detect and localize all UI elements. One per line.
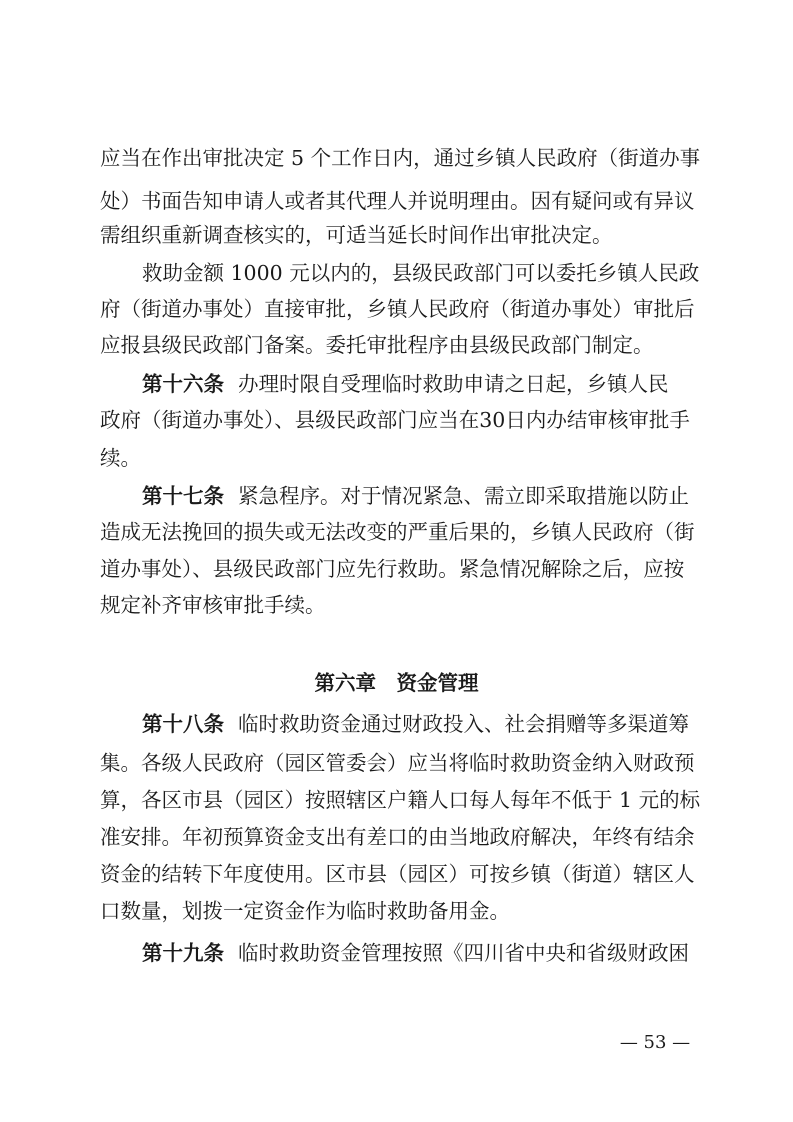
article-19-label: 第十九条 [142, 941, 224, 965]
page-number: — 53 — [619, 1032, 691, 1053]
text-line: 集。各级人民政府（园区管委会）应当将临时救助资金纳入财政预 [100, 751, 695, 775]
text-line: 处）书面告知申请人或者其代理人并说明理由。因有疑问或有异议 [100, 189, 695, 213]
text-line: 口数量，划拨一定资金作为临时救助备用金。 [100, 899, 510, 923]
text-line: 紧急程序。对于情况紧急、需立即采取措施以防止 [238, 484, 689, 508]
text-line: 救助金额 1000 元以内的，县级民政部门可以委托乡镇人民政 [142, 261, 700, 285]
article-18-first-line [142, 709, 700, 739]
article-17-first-line [142, 481, 700, 511]
text-line: 需组织重新调查核实的，可适当延长时间作出审批决定。 [100, 223, 613, 247]
chapter-heading: 第六章 资金管理 [314, 671, 479, 695]
text-line: 续。 [100, 446, 141, 470]
text-line: 资金的结转下年度使用。区市县（园区）可按乡镇（街道）辖区人 [100, 862, 695, 886]
text-line: 算，各区市县（园区）按照辖区户籍人口每人每年不低于 1 元的标 [100, 788, 700, 812]
text-line: 临时救助资金管理按照《四川省中央和省级财政困 [238, 941, 689, 965]
text-line: 府（街道办事处）直接审批，乡镇人民政府（街道办事处）审批后 [100, 297, 695, 321]
text-line: 道办事处）、县级民政部门应先行救助。紧急情况解除之后，应按 [100, 557, 685, 581]
text-line: 规定补齐审核审批手续。 [100, 593, 326, 617]
article-19-first-line [142, 938, 700, 968]
article-17-label: 第十七条 [142, 484, 224, 508]
text-line: 应当在作出审批决定 5 个工作日内，通过乡镇人民政府（街道办事 [100, 146, 700, 170]
text-line: 政府（街道办事处）、县级民政部门应当在30日内办结审核审批手 [100, 408, 690, 432]
article-18-label: 第十八条 [142, 712, 224, 736]
text-line: 办理时限自受理临时救助申请之日起，乡镇人民 [238, 372, 669, 396]
text-line: 应报县级民政部门备案。委托审批程序由县级民政部门制定。 [100, 333, 654, 357]
text-line: 临时救助资金通过财政投入、社会捐赠等多渠道筹 [238, 712, 689, 736]
text-line: 造成无法挽回的损失或无法改变的严重后果的，乡镇人民政府（街 [100, 520, 695, 544]
article-16-first-line [142, 369, 700, 399]
article-16-label: 第十六条 [142, 372, 224, 396]
text-line: 准安排。年初预算资金支出有差口的由当地政府解决，年终有结余 [100, 825, 695, 849]
